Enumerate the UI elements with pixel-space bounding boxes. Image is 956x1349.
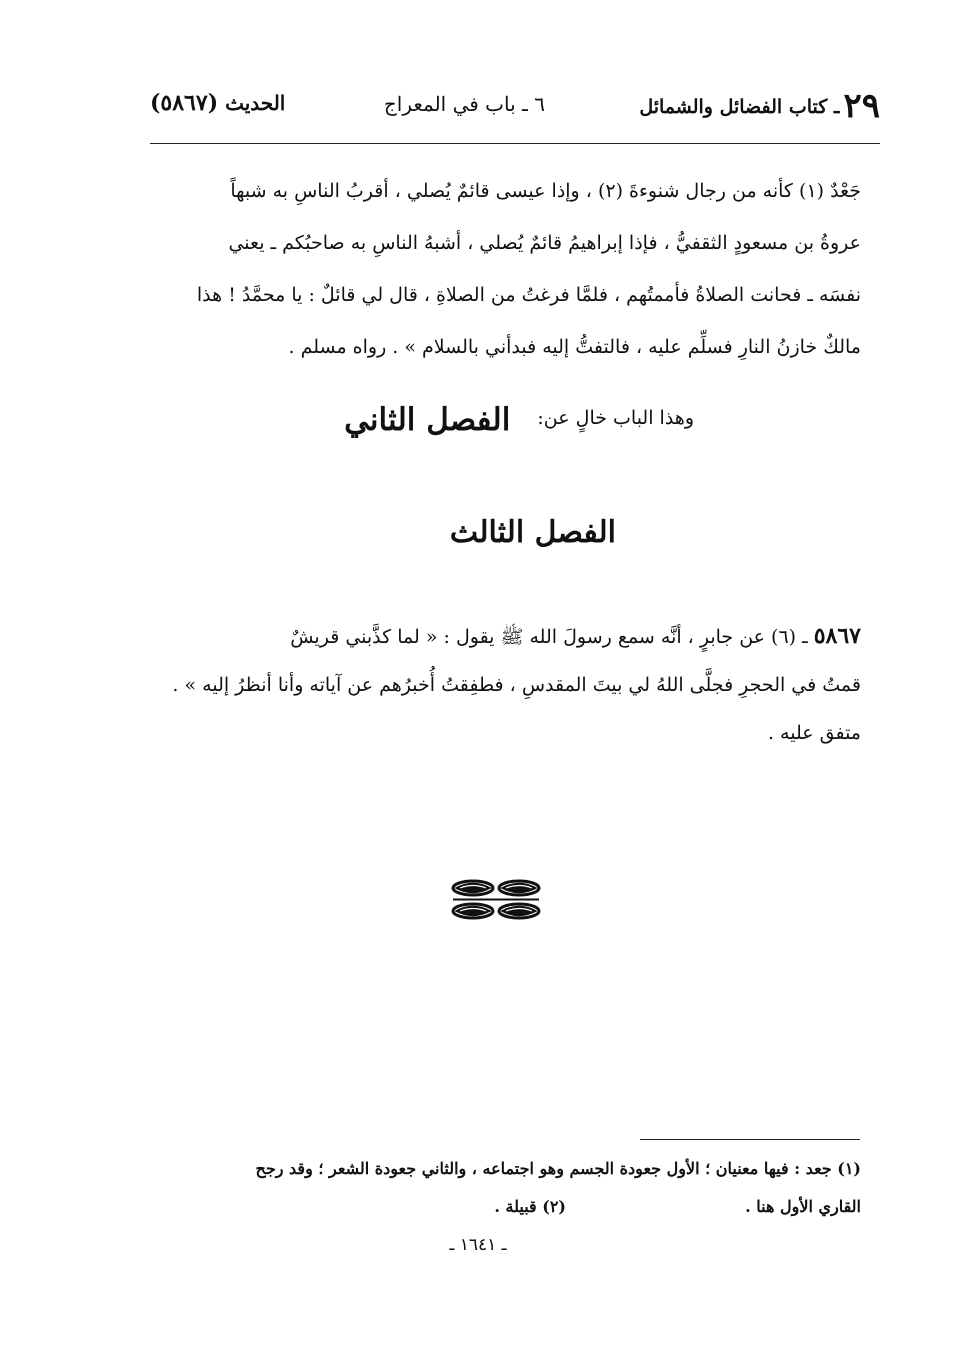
running-header: [150, 86, 880, 130]
text-line: [161, 612, 861, 661]
footnotes: [161, 1150, 861, 1226]
hadith-range: (٥٨٦٧): [150, 90, 219, 116]
text-line: نفسَه ـ فحانت الصلاةُ فأممتُهم ، فلمَّا فرغتُ من الصلاةِ ، قال لي قائلٌ : يا محمَّدُ ! هذا: [196, 284, 861, 306]
section-two-heading: [344, 402, 694, 438]
footnote-2: (٢) قبيلة .: [494, 1197, 566, 1216]
hadith-range-heading: [150, 90, 285, 116]
hadith-paragraph: [161, 612, 861, 757]
header-rule: [150, 143, 880, 144]
footnote-1-line-1: (١) جعد : فيها معنيان ؛ الأول جعودة الجسم وهو اجتماعه ، والثاني جعودة الشعر ؛ وقد رجح: [255, 1159, 861, 1178]
footnote-1-line-2: القاري الأول هنا .: [745, 1197, 861, 1216]
page-number: ـ ١٦٤١ ـ: [449, 1235, 507, 1255]
text-line: جَعْدٌ (١) كأنه من رجال شنوءةَ (٢) ، وإذا عيسى قائمٌ يُصلي ، أقربُ الناسِ به شبهاً: [230, 180, 861, 202]
body-paragraph: [161, 165, 861, 373]
hadith-number: ٥٨٦٧: [813, 623, 861, 649]
text-line: عروةُ بن مسعودٍ الثقفيُّ ، فإذا إبراهيمُ قائمٌ يُصلي ، أشبهُ الناسِ به صاحبُكم ـ يعني: [228, 232, 861, 254]
text-line: قمتُ في الحجرِ فجلَّى اللهُ لي بيتَ المقدسِ ، فطفِقتُ أُخبرُهم عن آياته وأنا أنظرُ إليه » .: [172, 674, 861, 696]
hadith-label: الحديث: [225, 91, 286, 115]
text-line: متفق عليه .: [767, 722, 861, 744]
hadith-text-start: ـ (٦) عن جابرٍ ، أنَّه سمع رسولَ الله ﷺ يقول : « لما كذَّبني قريشٌ: [290, 626, 814, 648]
chapter-heading: ٦ ـ باب في المعراج: [383, 92, 545, 116]
section-two-note: وهذا الباب خالٍ عن:: [537, 407, 694, 429]
section-two-title: الفصل الثاني: [344, 402, 511, 438]
footnote-rule: [640, 1139, 860, 1140]
section-three-title: الفصل الثالث: [449, 515, 616, 550]
book-heading: [639, 86, 880, 126]
ornament-divider: [450, 877, 542, 923]
book-number: ٢٩: [843, 86, 880, 126]
text-line: مالكٌ خازنُ النارِ فسلِّم عليه ، فالتفتُّ إليه فبدأني بالسلام » . رواه مسلم .: [288, 336, 861, 358]
book-title: ـ كتاب الفضائل والشمائل: [639, 96, 840, 118]
